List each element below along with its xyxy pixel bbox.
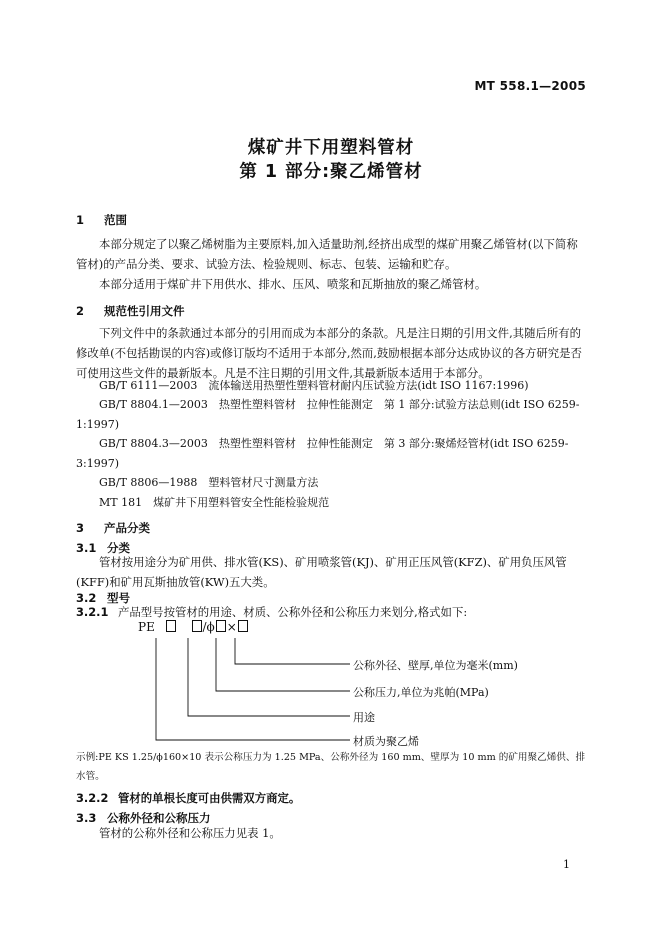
section-number: 3 xyxy=(76,521,85,535)
section-number: 3.2.2 xyxy=(76,791,109,805)
label-usage: 用途 xyxy=(353,711,375,724)
section-title: 范围 xyxy=(104,213,127,227)
label-nominal-pressure: 公称压力,单位为兆帕(MPa) xyxy=(353,686,489,699)
paragraph: 下列文件中的条款通过本部分的引用而成为本部分的条款。凡是注日期的引用文件,其随后所有的修改单(不包括勘误的内容)或修订版均不适用于本部分,然而,鼓励根据本部分达成协议的各方研究是否可使用这些文件的最新版本。凡是不注日期的引用文件,其最新版本适用于本部分。 xyxy=(76,326,582,380)
reference-item: GB/T 8804.1—2003 热塑性塑料管材 拉伸性能测定 第 1 部分:试验方法总则(idt ISO 6259-1:1997) xyxy=(76,398,580,431)
section-3-heading xyxy=(76,520,150,536)
paragraph: 本部分适用于煤矿井下用供水、排水、压风、喷浆和瓦斯抽放的聚乙烯管材。 xyxy=(99,277,487,291)
section-title: 产品分类 xyxy=(104,521,150,535)
section-number: 3.1 xyxy=(76,541,97,555)
paragraph: 产品型号按管材的用途、材质、公称外径和公称压力来划分,格式如下: xyxy=(118,605,468,619)
section-number: 3.3 xyxy=(76,811,97,825)
paragraph: 本部分规定了以聚乙烯树脂为主要原料,加入适量助剂,经挤出成型的煤矿用聚乙烯管材(以下简称管材)的产品分类、要求、试验方法、检验规则、标志、包装、运输和贮存。 xyxy=(76,237,578,271)
page-number: 1 xyxy=(563,858,570,871)
section-1-heading xyxy=(76,212,127,228)
label-outer-diameter: 公称外径、壁厚,单位为毫米(mm) xyxy=(353,659,518,672)
example-note: 示例:PE KS 1.25/ϕ160×10 表示公称压力为 1.25 MPa、公称外径为 160 mm、壁厚为 10 mm 的矿用聚乙烯供、排水管。 xyxy=(76,752,586,782)
subsection-3-2-2 xyxy=(76,790,300,806)
document-subtitle: 第 1 部分:聚乙烯管材 xyxy=(239,162,423,182)
label-material: 材质为聚乙烯 xyxy=(353,735,419,748)
section-number: 2 xyxy=(76,304,85,318)
standard-number: MT 558.1—2005 xyxy=(474,79,586,93)
section-2-heading xyxy=(76,303,185,319)
paragraph: 管材按用途分为矿用供、排水管(KS)、矿用喷浆管(KJ)、矿用正压风管(KFZ)、矿用负压风管(KFF)和矿用瓦斯抽放管(KW)五大类。 xyxy=(76,555,567,589)
section-title: 规范性引用文件 xyxy=(104,304,185,318)
format-prefix: PE xyxy=(138,620,155,634)
section-title: 公称外径和公称压力 xyxy=(107,811,211,825)
format-phi: /ϕ xyxy=(202,620,215,634)
leader-lines xyxy=(138,612,498,752)
reference-item: GB/T 8804.3—2003 热塑性塑料管材 拉伸性能测定 第 3 部分:聚烯烃管材(idt ISO 6259-3:1997) xyxy=(76,437,569,470)
reference-item: MT 181 煤矿井下用塑料管安全性能检验规范 xyxy=(99,496,330,509)
section-number: 1 xyxy=(76,213,85,227)
section-title: 型号 xyxy=(107,591,130,605)
paragraph: 管材的单根长度可由供需双方商定。 xyxy=(118,791,301,805)
section-title: 分类 xyxy=(107,541,130,555)
document-title: 煤矿井下用塑料管材 xyxy=(247,138,415,158)
section-number: 3.2 xyxy=(76,591,97,605)
format-times: × xyxy=(226,620,237,634)
designation-format-diagram xyxy=(138,612,518,752)
reference-item: GB/T 8806—1988 塑料管材尺寸测量方法 xyxy=(99,476,319,489)
paragraph: 管材的公称外径和公称压力见表 1。 xyxy=(99,826,281,840)
reference-item: GB/T 6111—2003 流体输送用热塑性塑料管材耐内压试验方法(idt ISO 1167:1996) xyxy=(99,379,529,392)
section-number: 3.2.1 xyxy=(76,605,109,619)
